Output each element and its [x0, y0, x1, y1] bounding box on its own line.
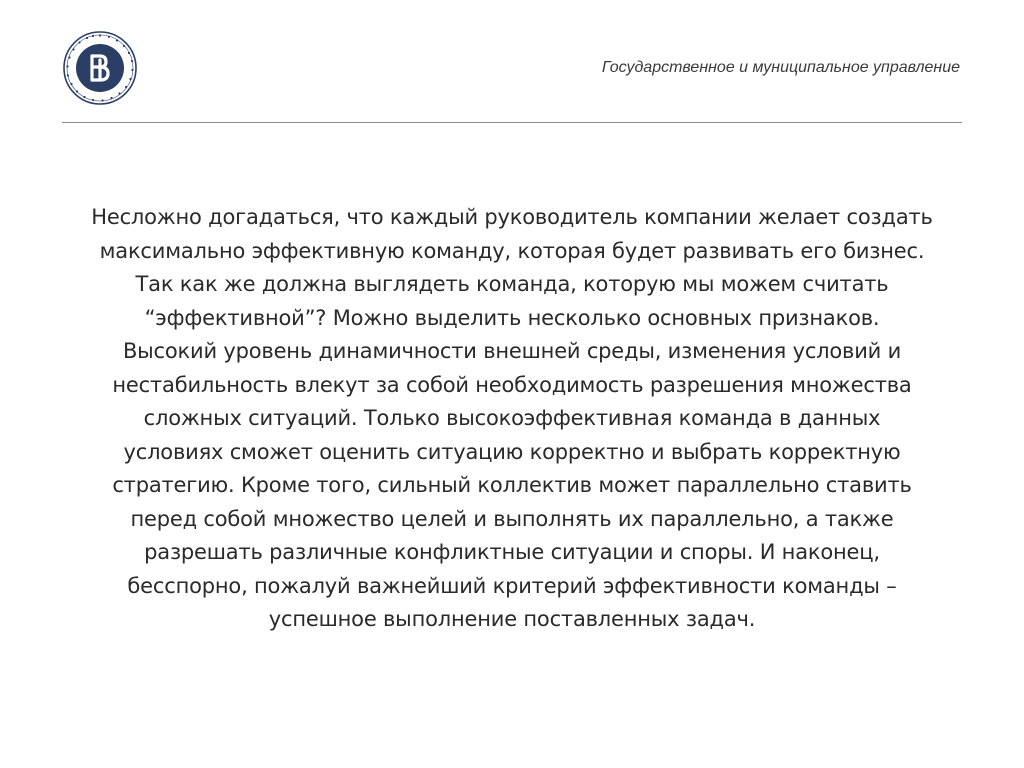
university-seal-icon: [62, 30, 138, 106]
body-line: успешное выполнение поставленных задач.: [268, 607, 756, 631]
body-line: Высокий уровень динамичности внешней среды, изменения условий и: [122, 339, 902, 363]
body-line: перед собой множество целей и выполнять их параллельно, а также: [130, 506, 894, 531]
body-line: разрешать различные конфликтные ситуации и споры. И наконец,: [144, 540, 880, 564]
body-line: бесспорно, пожалуй важнейший критерий эффективности команды –: [127, 573, 897, 598]
body-line: сложных ситуаций. Только высокоэффективная команда в данных: [143, 406, 881, 430]
seal-graphic: [62, 30, 138, 106]
body-line: стратегию. Кроме того, сильный коллектив может параллельно ставить: [112, 473, 912, 497]
body-line: “эффективной”? Можно выделить несколько основных признаков.: [144, 305, 880, 330]
body-line: Несложно догадаться, что каждый руководитель компании желает создать: [91, 205, 933, 229]
header-divider: [62, 122, 962, 123]
body-line: условиях сможет оценить ситуацию корректно и выбрать корректную: [123, 439, 901, 464]
header-title: Государственное и муниципальное управление: [601, 59, 960, 76]
body-line: Так как же должна выглядеть команда, которую мы можем считать: [135, 272, 889, 296]
body-line: максимально эффективную команду, которая будет развивать его бизнес.: [99, 238, 925, 263]
body-paragraph: [50, 201, 974, 637]
body-line: нестабильность влекут за собой необходимость разрешения множества: [112, 372, 912, 397]
